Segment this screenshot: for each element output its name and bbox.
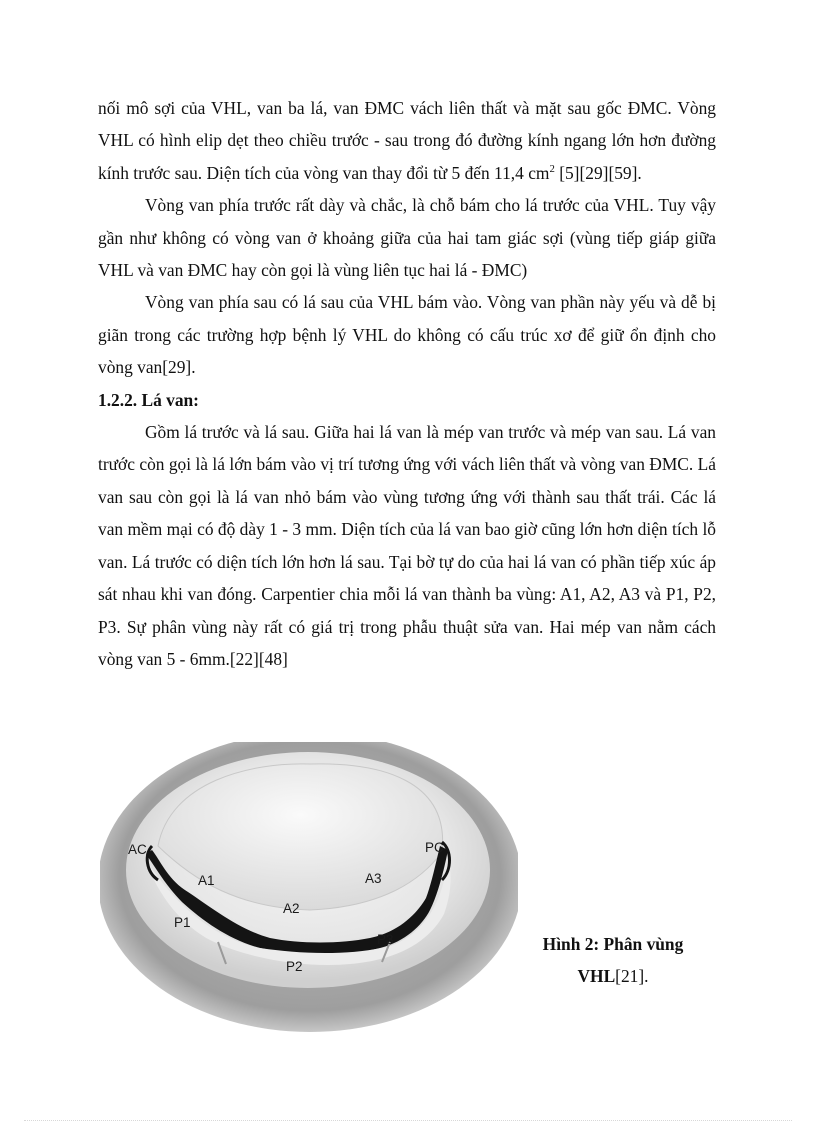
label-a3: A3 (365, 871, 382, 886)
figure-caption (520, 928, 706, 993)
citation-refs: [5][29][59]. (554, 162, 642, 183)
footer-rule (24, 1120, 792, 1121)
paragraph-posterior-annulus: Vòng van phía sau có lá sau của VHL bám vào. Vòng van phần này yếu và dễ bị giãn trong các trường hợp bệnh lý VHL do không có cấu trúc xơ để giữ ổn định cho vòng van[29]. (98, 292, 716, 378)
label-ac: AC (128, 842, 147, 857)
superscript-squared: 2 (549, 163, 555, 176)
paragraph-leaflets: Gồm lá trước và lá sau. Giữa hai lá van là mép van trước và mép van sau. Lá van trước còn gọi là lá lớn bám vào vị trí tương ứng với vách liên thất và vòng van ĐMC. Lá van sau còn gọi là lá van nhỏ bám vào vùng tương ứng với thành sau thất trái. Các lá van mềm mại có độ dày 1 - 3 mm. Diện tích của lá van bao giờ cũng lớn hơn diện tích lỗ van. Lá trước có diện tích lớn hơn lá sau. Tại bờ tự do của hai lá van có phần tiếp xúc áp sát nhau khi van đóng. Carpentier chia mỗi lá van thành ba vùng: A1, A2, A3 và P1, P2, P3. Sự phân vùng này rất có giá trị trong phẫu thuật sửa van. Hai mép van nằm cách vòng van 5 - 6mm.[22][48] (98, 422, 716, 669)
label-pc: PC (425, 840, 444, 855)
figure-caption-title: Hình 2: Phân vùng VHL (542, 934, 684, 987)
mitral-valve-figure (100, 742, 518, 1034)
paragraph-anterior-annulus: Vòng van phía trước rất dày và chắc, là chỗ bám cho lá trước của VHL. Tuy vậy gần như không có vòng van ở khoảng giữa của hai tam giác sợi (vùng tiếp giáp giữa VHL và van ĐMC hay còn gọi là vùng liên tục hai lá - ĐMC) (98, 195, 716, 281)
paragraph-annulus-intro (98, 92, 716, 189)
section-heading: 1.2.2. Lá van: (98, 389, 199, 410)
label-a1: A1 (198, 873, 215, 888)
document-body (98, 92, 716, 675)
label-a2: A2 (283, 901, 300, 916)
paragraph-annulus-intro-text: nối mô sợi của VHL, van ba lá, van ĐMC vách liên thất và mặt sau gốc ĐMC. Vòng VHL có hình elip dẹt theo chiều trước - sau trong đó đường kính ngang lớn hơn đường kính trước sau. Diện tích của vòng van thay đổi từ 5 đến 11,4 cm (98, 98, 716, 183)
figure-caption-ref: [21]. (615, 966, 649, 987)
label-p2: P2 (286, 959, 303, 974)
label-p3: P3 (377, 932, 394, 947)
label-p1: P1 (174, 915, 191, 930)
mitral-valve-illustration (100, 742, 518, 1034)
